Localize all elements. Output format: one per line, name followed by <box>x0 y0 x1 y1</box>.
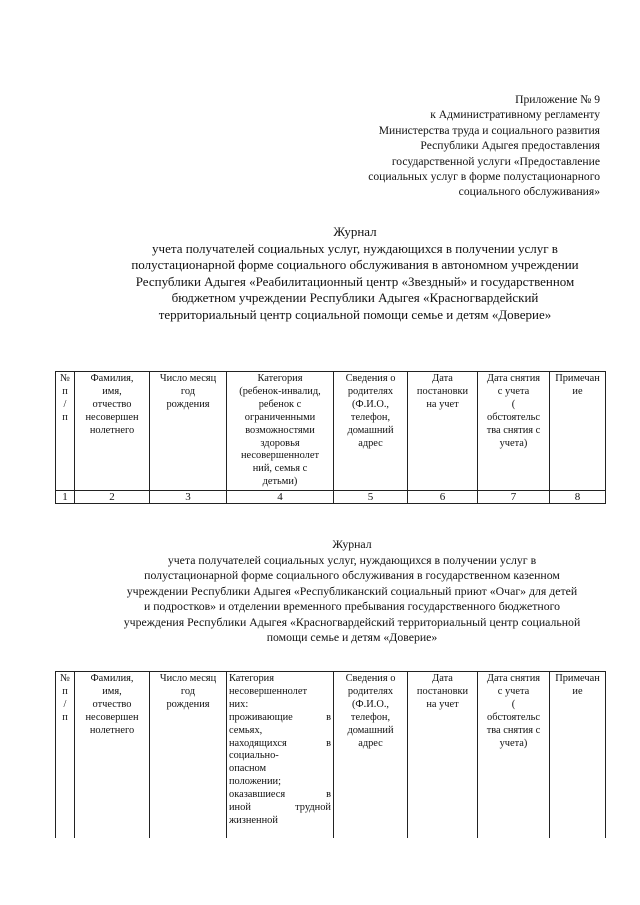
header-cell-category: Категория несовершеннолет них: проживающие в семьях, находящихся в социально- опасном положении; оказавшиеся в иной трудной жизненной <box>227 672 334 839</box>
column-number: 2 <box>75 491 150 504</box>
header-cell-category: Категория (ребенок-инвалид, ребенок с ограниченными возможностями здоровья несовершеннолет ний, семья с детьми) <box>227 372 334 491</box>
appendix-line: Республики Адыгея предоставления <box>420 139 600 153</box>
header-cell-registration-date: Дата постановки на учет <box>408 672 478 839</box>
appendix-line: государственной услуги «Предоставление <box>391 154 600 168</box>
column-number-row <box>56 491 606 504</box>
title-line: бюджетном учреждении Республики Адыгея «Красногвардейский <box>171 290 539 306</box>
title-line: Республики Адыгея «Реабилитационный центр «Звездный» и государственном <box>135 273 575 289</box>
title-line: и подростков» и отделении временного пребывания государственного бюджетного <box>143 599 561 613</box>
appendix-line: социального обслуживания» <box>458 185 600 199</box>
column-number: 1 <box>56 491 75 504</box>
appendix-line: к Административному регламенту <box>430 108 600 122</box>
title-line: учета получателей социальных услуг, нуждающихся в получении услуг в <box>167 552 537 567</box>
title-line: полустационарной форме социального обслуживания в автономном учреждении <box>131 257 579 273</box>
appendix-line: Приложение № 9 <box>515 93 600 106</box>
header-cell-note: Примечан ие <box>550 672 606 839</box>
journal2-table <box>55 671 606 838</box>
table-header-row <box>56 672 606 839</box>
journal1-table <box>55 371 606 504</box>
appendix-line: Министерства труда и социального развития <box>378 123 600 137</box>
column-number: 5 <box>334 491 408 504</box>
journal2-title <box>92 537 612 646</box>
title-line: Журнал <box>333 224 377 239</box>
title-line: территориальный центр социальной помощи семье и детям «Доверие» <box>158 306 552 322</box>
header-cell-deregistration-date: Дата снятия с учета ( обстоятельс тва снятия с учета) <box>478 372 550 491</box>
header-cell-parents: Сведения о родителях (Ф.И.О., телефон, домашний адрес <box>334 672 408 839</box>
header-cell-name: Фамилия, имя, отчество несовершен нолетнего <box>75 672 150 839</box>
title-line: Журнал <box>332 537 372 551</box>
title-line: учета получателей социальных услуг, нуждающихся в получении услуг в <box>152 240 558 256</box>
column-number: 3 <box>150 491 227 504</box>
column-number: 8 <box>550 491 606 504</box>
column-number: 4 <box>227 491 334 504</box>
title-line: учреждения Республики Адыгея «Красногвардейский территориальный центр социальной <box>123 614 581 629</box>
column-number: 7 <box>478 491 550 504</box>
title-line: учреждении Республики Адыгея «Республиканский социальный приют «Очаг» для детей <box>126 583 578 598</box>
title-line: помощи семье и детям «Доверие» <box>266 630 438 644</box>
header-cell-deregistration-date: Дата снятия с учета ( обстоятельс тва снятия с учета) <box>478 672 550 839</box>
header-cell-birthdate: Число месяц год рождения <box>150 672 227 839</box>
journal1-title <box>95 224 615 324</box>
appendix-header <box>300 92 600 200</box>
column-number: 6 <box>408 491 478 504</box>
table-header-row <box>56 372 606 491</box>
header-cell-name: Фамилия, имя, отчество несовершен нолетнего <box>75 372 150 491</box>
header-cell-note: Примечан ие <box>550 372 606 491</box>
title-line: полустационарной форме социального обслуживания в государственном казенном <box>144 568 560 582</box>
header-cell-birthdate: Число месяц год рождения <box>150 372 227 491</box>
header-cell-registration-date: Дата постановки на учет <box>408 372 478 491</box>
header-cell-number: № п / п <box>56 672 75 839</box>
header-cell-number: № п / п <box>56 372 75 491</box>
appendix-line: социальных услуг в форме полустационарного <box>368 170 600 184</box>
header-cell-parents: Сведения о родителях (Ф.И.О., телефон, домашний адрес <box>334 372 408 491</box>
